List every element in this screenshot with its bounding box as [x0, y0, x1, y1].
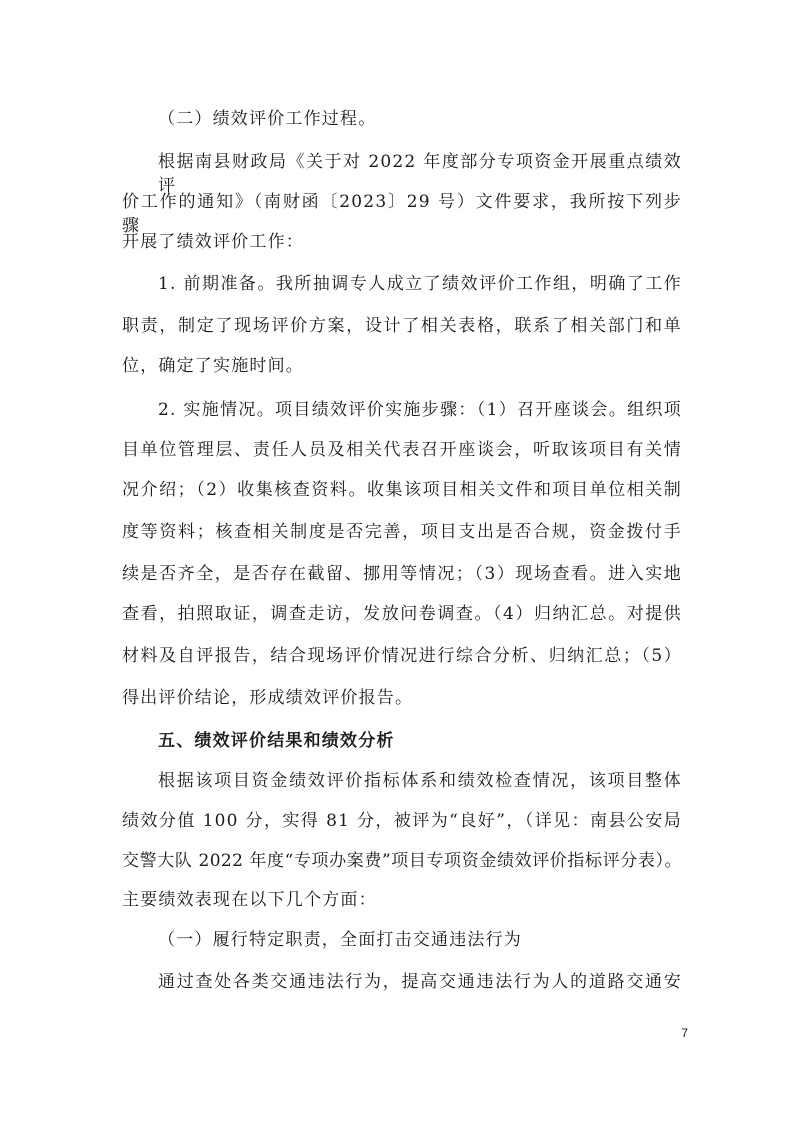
paragraph-line: 位，确定了实施时间。: [122, 356, 304, 376]
paragraph-line: 目单位管理层、责任人员及相关代表召开座谈会，听取该项目有关情: [122, 440, 682, 460]
paragraph-line: 材料及自评报告，结合现场评价情况进行综合分析、归纳汇总；（5）: [122, 646, 682, 666]
paragraph-line: 根据该项目资金绩效评价指标体系和绩效检查情况，该项目整体: [158, 771, 682, 791]
page-number: 7: [681, 1026, 688, 1040]
paragraph-line: 续是否齐全，是否存在截留、挪用等情况；（3）现场查看。进入实地: [122, 564, 682, 584]
paragraph-line: 价工作的通知》（南财函〔2023〕29 号）文件要求，我所按下列步骤: [122, 192, 682, 236]
section-heading-results: 五、绩效评价结果和绩效分析: [158, 731, 395, 751]
paragraph-line: 2. 实施情况。项目绩效评价实施步骤：（1）召开座谈会。组织项: [158, 400, 682, 420]
paragraph-line: 绩效分值 100 分，实得 81 分，被评为“良好”，（详见：南县公安局: [122, 811, 682, 831]
subsection-heading-process: （二）绩效评价工作过程。: [158, 109, 377, 129]
paragraph-line: 主要绩效表现在以下几个方面：: [122, 890, 377, 910]
subsection-heading-duties: （一）履行特定职责，全面打击交通违法行为: [158, 930, 522, 950]
paragraph-line: 1. 前期准备。我所抽调专人成立了绩效评价工作组，明确了工作: [158, 274, 682, 294]
paragraph-line: 查看，拍照取证，调查走访，发放问卷调查。（4）归纳汇总。对提供: [122, 604, 682, 624]
paragraph-line: 职责，制定了现场评价方案，设计了相关表格，联系了相关部门和单: [122, 316, 682, 336]
paragraph-line: 度等资料；核查相关制度是否完善，项目支出是否合规，资金拨付手: [122, 522, 682, 542]
paragraph-line: 得出评价结论，形成绩效评价报告。: [122, 688, 414, 708]
paragraph-line: 况介绍；（2）收集核查资料。收集该项目相关文件和项目单位相关制: [122, 480, 682, 500]
paragraph-line: 根据南县财政局《关于对 2022 年度部分专项资金开展重点绩效评: [158, 152, 682, 196]
paragraph-line: 交警大队 2022 年度“专项办案费”项目专项资金绩效评价指标评分表）。: [122, 851, 682, 871]
paragraph-line: 开展了绩效评价工作：: [122, 232, 304, 252]
paragraph-line: 通过查处各类交通违法行为，提高交通违法行为人的道路交通安: [158, 972, 682, 992]
